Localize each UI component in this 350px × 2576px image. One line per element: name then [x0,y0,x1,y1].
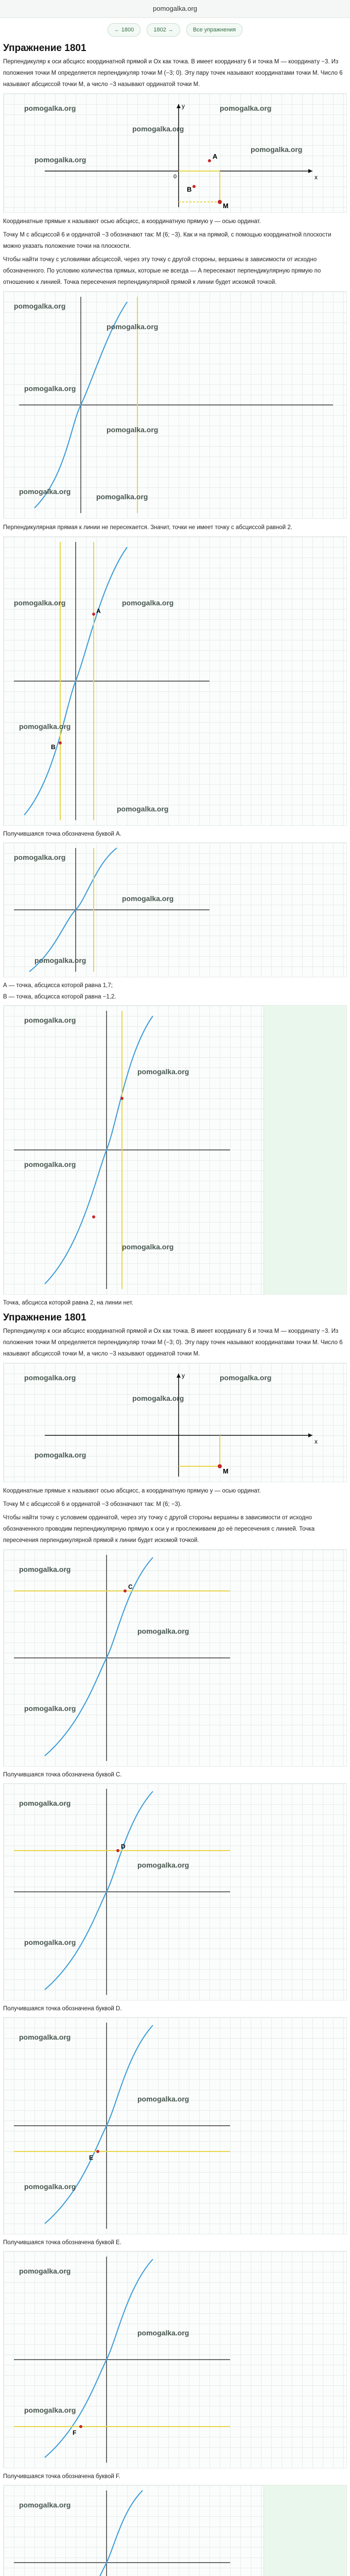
paragraph-4: Чтобы найти точку с условиями абсциссой, через эту точку с другой стороны, вершины в зависимости от исходно обозначенного. По условию количества прямых, которые не всегда — А пересекают перпендикулярную прямую по отношению к линией. Точка пересечения перпендикулярной прямой к линии будет искомой точкой. [3,257,321,285]
svg-text:y: y [182,1372,185,1379]
watermark: pomogalka.org [34,956,86,964]
watermark: pomogalka.org [137,1067,189,1076]
watermark: pomogalka.org [19,2267,71,2275]
curve-figure-E [3,2017,347,2234]
answer-B: В — точка, абсцисса которой равна −1,2. [3,994,116,1000]
watermark: pomogalka.org [19,2501,71,2509]
curve-figure-4 [3,1005,347,1295]
paragraph-2: Координатные прямые х называют осью абсцисс, а координатную прямую у — осью ординат. [3,218,261,225]
curve-figure-3 [3,842,347,977]
curve-figure-final [3,2485,347,2576]
point-B [192,185,196,188]
point-M-label: M [223,202,229,210]
exercise-1801-part-b [0,1312,350,2576]
watermark: pomogalka.org [107,323,159,331]
watermark: pomogalka.org [96,493,148,501]
exercise-title: Упражнение 1801 [3,43,86,54]
watermark: pomogalka.org [14,599,66,607]
watermark: pomogalka.org [107,426,159,434]
top-bar [0,0,350,18]
curve-svg-1 [4,292,346,518]
curve-figure-2 [3,536,347,826]
watermark: pomogalka.org [14,302,66,310]
curve-figure-D [3,1783,347,2001]
watermark: pomogalka.org [132,125,184,133]
watermark: pomogalka.org [24,104,76,112]
exercise-1801-part-a [0,43,350,1308]
watermark: pomogalka.org [137,2095,189,2103]
watermark: pomogalka.org [24,1016,76,1024]
answer-A: А — точка, абсцисса которой равна 1,7; [3,982,113,989]
svg-text:A: A [96,607,101,615]
next-exercise-link[interactable]: 1802 → [147,23,180,37]
coordinate-plane-svg-2 [4,1363,346,1482]
watermark: pomogalka.org [220,104,272,112]
intro-text: Перпендикуляр к оси абсцисс координатной прямой и Ох как точка. В имеет координату 6 и точка М — координату −3. Из положения точки М определяется перпендикуляр точки М (−3; 0). Эту пару точек называют координатами точки М. Число 6 называют абсциссой точки М, а число −3 называют ординатой точки М. [3,1328,343,1357]
watermark: pomogalka.org [24,1938,76,1946]
nav-bar [0,23,350,39]
caption-E: Получившаяся точка обозначена буквой Е. [3,2240,121,2246]
watermark: pomogalka.org [24,2406,76,2414]
point-A [208,159,211,162]
watermark: pomogalka.org [19,487,71,496]
svg-text:F: F [73,2429,77,2436]
watermark: pomogalka.org [122,599,174,607]
caption-F: Получившаяся точка обозначена буквой F. [3,2473,120,2480]
watermark: pomogalka.org [137,1627,189,1635]
watermark: pomogalka.org [137,2329,189,2337]
site-title[interactable]: pomogalka.org [153,5,197,12]
watermark: pomogalka.org [122,1243,174,1251]
watermark: pomogalka.org [132,1394,184,1402]
coordinate-plane-figure-2 [3,1363,347,1482]
svg-text:E: E [89,2154,94,2161]
svg-text:x: x [314,1438,318,1445]
coordinate-plane-figure [3,93,347,213]
svg-text:B: B [51,743,56,751]
prev-exercise-link[interactable]: ← 1800 [108,23,141,37]
point-M [218,200,222,204]
watermark: pomogalka.org [19,2033,71,2041]
all-exercises-link[interactable]: Все упражнения [186,23,242,37]
svg-text:M: M [223,1467,229,1475]
watermark: pomogalka.org [117,805,169,813]
y-axis-arrow [177,104,181,108]
watermark: pomogalka.org [19,1799,71,1807]
watermark: pomogalka.org [19,1565,71,1573]
x-axis-arrow [308,169,312,173]
svg-text:D: D [121,1843,126,1850]
watermark: pomogalka.org [24,2182,76,2191]
watermark: pomogalka.org [220,1374,272,1382]
paragraph-2: Координатные прямые х называют осью абсцисс, а координатную прямую у — осью ординат. [3,1488,261,1494]
origin-label: 0 [173,174,177,180]
note-text: Точка, абсцисса которой равна 2, на линии нет. [3,1300,133,1306]
watermark: pomogalka.org [251,145,303,154]
watermark: pomogalka.org [19,722,71,731]
watermark: pomogalka.org [122,894,174,903]
curve-figure-C [3,1549,347,1767]
watermark: pomogalka.org [24,384,76,393]
point-B-label: B [187,185,192,193]
curve-figure-1 [3,291,347,519]
curve-figure-F [3,2251,347,2468]
watermark: pomogalka.org [34,1451,86,1459]
watermark: pomogalka.org [14,853,66,861]
caption-D: Получившаяся точка обозначена буквой D. [3,2006,122,2012]
paragraph-5: Перпендикулярная прямая к линии не пересекается. Значит, точки не имеет точку с абсциссой равной 2. [3,524,292,531]
exercise-title: Упражнение 1801 [3,1312,86,1323]
curve-svg-3 [4,843,346,977]
paragraph-4: Чтобы найти точку с условием ординатой, через эту точку с другой стороны вершины в зависимости от исходно обозначенного проводим перпендикулярную прямую к оси y и прослеживаем до её пересечения с линией. Точка пересечения перпендикулярной прямой к линии будет искомой точкой. [3,1515,315,1544]
watermark: pomogalka.org [24,1160,76,1168]
curve-svg-2 [4,537,346,825]
caption-1: Получившаяся точка обозначена буквой А. [3,831,121,837]
y-axis-label: y [182,103,185,110]
side-banner [264,1006,346,1294]
watermark: pomogalka.org [34,156,86,164]
watermark: pomogalka.org [24,1704,76,1713]
paragraph-3: Точку М с абсциссой 6 и ординатой −3 обозначают так: М (6; −3). [3,1501,182,1507]
svg-text:C: C [128,1583,133,1590]
paragraph-3: Точку М с абсциссой 6 и ординатой −3 обозначают так: М (6; −3). Как и на прямой, с помощью координатной плоскости можно указать положение точки на плоскости. [3,232,331,249]
watermark: pomogalka.org [137,1861,189,1869]
intro-text: Перпендикуляр к оси абсцисс координатной прямой и Ох как точка. В имеет координату 6 и точка М — координату −3. Из положения точки М определяется перпендикуляр точки М (−3; 0). Эту пару точек называют координатами точки М. Число 6 называют абсциссой точки М, а число −3 называют ординатой точки М. [3,59,343,88]
side-banner-2 [264,2485,346,2576]
coordinate-plane-svg [4,94,346,212]
x-axis-label: x [314,174,318,181]
point-A-label: A [213,152,218,160]
caption-C: Получившаяся точка обозначена буквой С. [3,1772,122,1778]
watermark: pomogalka.org [24,1374,76,1382]
